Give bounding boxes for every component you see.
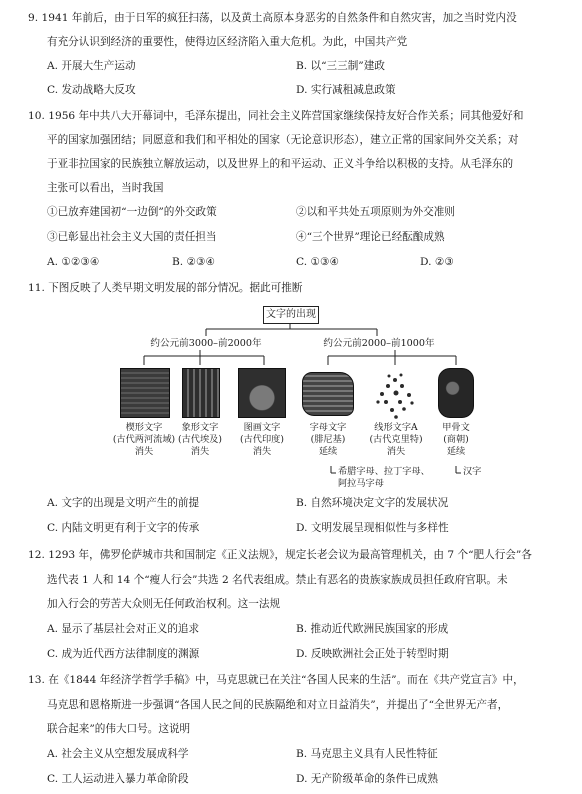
q13-option-a: A. 社会主义从空想发展成科学: [47, 748, 189, 760]
q10-option-b: B. ②③④: [172, 256, 216, 268]
q11-option-b: B. 自然环境决定文字的发展状况: [296, 497, 449, 509]
cuneiform-tablet-image: [120, 368, 170, 418]
q10-option-c: C. ①③④: [296, 256, 339, 268]
oracle-descendant: 汉字: [463, 466, 482, 477]
q9-stem-line1: 9. 1941 年前后，由于日军的疯狂扫荡，以及黄土高原本身恶劣的自然条件和自然灾害，加之当时党内没: [28, 12, 517, 24]
q13-option-c: C. 工人运动进入暴力革命阶段: [47, 773, 189, 785]
q12-option-c: C. 成为近代西方法律制度的渊源: [47, 648, 200, 660]
q9-option-c: C. 发动战略大反攻: [47, 84, 136, 96]
q10-item-2: ②以和平共处五项原则为外交准则: [296, 206, 455, 218]
diagram-title: 文字的出现: [263, 306, 319, 324]
hieroglyph-image: [182, 368, 220, 418]
q13-stem-line2: 马克思和恩格斯进一步强调“各国人民之间的民族隔绝和对立日益消失”，并提出了“全世界无产者，: [47, 699, 509, 711]
q12-stem-line3: 加入行会的劳苦大众则无任何政治权利。这一法规: [47, 598, 281, 610]
q13-stem-line1: 13. 在《1844 年经济学哲学手稿》中，马克思就已在关注“各国人民来的生活”。而在《共产党宣言》中，: [28, 674, 524, 686]
cuneiform-name: 楔形文字: [125, 422, 163, 433]
phoenician-origin: (腓尼基): [310, 434, 346, 445]
linear-a-status: 消失: [386, 446, 406, 457]
linear-a-name: 线形文字A: [374, 422, 418, 433]
right-period-label: 约公元前2000–前1000年: [323, 338, 435, 349]
q12-option-a: A. 显示了基层社会对正义的追求: [47, 623, 200, 635]
left-period-label: 约公元前3000–前2000年: [150, 338, 262, 349]
q10-stem-line3: 于亚非拉国家的民族独立解放运动，以及世界上的和平运动、正义斗争给以积极的支持。从毛泽东的: [47, 158, 514, 170]
indus-name: 图画文字: [243, 422, 281, 433]
q13-option-b: B. 马克思主义具有人民性特征: [296, 748, 438, 760]
q9-stem-line2: 有充分认识到经济的重要性，使得边区经济陷入重大危机。为此，中国共产党: [47, 36, 408, 48]
q12-option-d: D. 反映欧洲社会正处于转型时期: [296, 648, 449, 660]
indus-seal-image: [238, 368, 286, 418]
oracle-name: 甲骨文: [442, 422, 470, 433]
hieroglyph-name: 象形文字: [181, 422, 219, 433]
q11-option-d: D. 文明发展呈现相似性与多样性: [296, 522, 449, 534]
cuneiform-status: 消失: [134, 446, 154, 457]
phoenician-script-image: [302, 372, 354, 416]
q12-stem-line1: 12. 1293 年，佛罗伦萨城市共和国制定《正义法规》，规定长老会议为最高管理机关，由 7 个“肥人行会”各: [28, 549, 532, 561]
phoenician-name: 字母文字: [309, 422, 347, 433]
q13-stem-line3: 联合起来”的伟大口号。这说明: [47, 723, 191, 735]
q10-option-a: A. ①②③④: [47, 256, 100, 268]
oracle-bone-image: [438, 368, 474, 418]
q9-option-a: A. 开展大生产运动: [47, 60, 136, 72]
oracle-status: 延续: [446, 446, 466, 457]
q10-item-4: ④“三个世界”理论已经酝酿成熟: [296, 231, 445, 243]
indus-status: 消失: [252, 446, 272, 457]
alphabet-descendants-1: 希腊字母、拉丁字母、: [338, 466, 430, 477]
linear-a-glyphs: [376, 374, 413, 419]
q11-option-c: C. 内陆文明更有利于文字的传承: [47, 522, 200, 534]
alphabet-descendants-2: 阿拉马字母: [338, 478, 384, 489]
q9-option-b: B. 以“三三制”建政: [296, 60, 385, 72]
q11-stem: 11. 下图反映了人类早期文明发展的部分情况。据此可推断: [28, 282, 303, 294]
q12-option-b: B. 推动近代欧洲民族国家的形成: [296, 623, 449, 635]
q9-option-d: D. 实行减租减息政策: [296, 84, 396, 96]
q13-option-d: D. 无产阶级革命的条件已成熟: [296, 773, 438, 785]
hieroglyph-status: 消失: [190, 446, 210, 457]
q10-stem-line1: 10. 1956 年中共八大开幕词中，毛泽东提出，同社会主义阵营国家继续保持友好合作关系；同其他爱好和: [28, 110, 524, 122]
q12-stem-line2: 选代表 1 人和 14 个“瘦人行会”共选 2 名代表组成。禁止有恶名的贵族家族成员担任政府官职。未: [47, 574, 508, 586]
q11-option-a: A. 文字的出现是文明产生的前提: [47, 497, 200, 509]
hieroglyph-origin: (古代埃及): [178, 434, 222, 445]
q10-stem-line4: 主张可以看出，当时我国: [47, 182, 164, 194]
oracle-origin: (商朝): [443, 434, 469, 445]
cuneiform-origin: (古代两河流域): [112, 434, 176, 445]
q10-item-3: ③已彰显出社会主义大国的责任担当: [47, 231, 217, 243]
indus-origin: (古代印度): [240, 434, 284, 445]
phoenician-status: 延续: [318, 446, 338, 457]
q10-option-d: D. ②③: [420, 256, 454, 268]
q10-stem-line2: 平的国家加强团结；同愿意和我们和平相处的国家（无论意识形态），建立正常的国家间外交关系；对: [47, 134, 519, 146]
q10-item-1: ①已放弃建国初“一边倒”的外交政策: [47, 206, 217, 218]
linear-a-origin: (古代克里特): [369, 434, 423, 445]
